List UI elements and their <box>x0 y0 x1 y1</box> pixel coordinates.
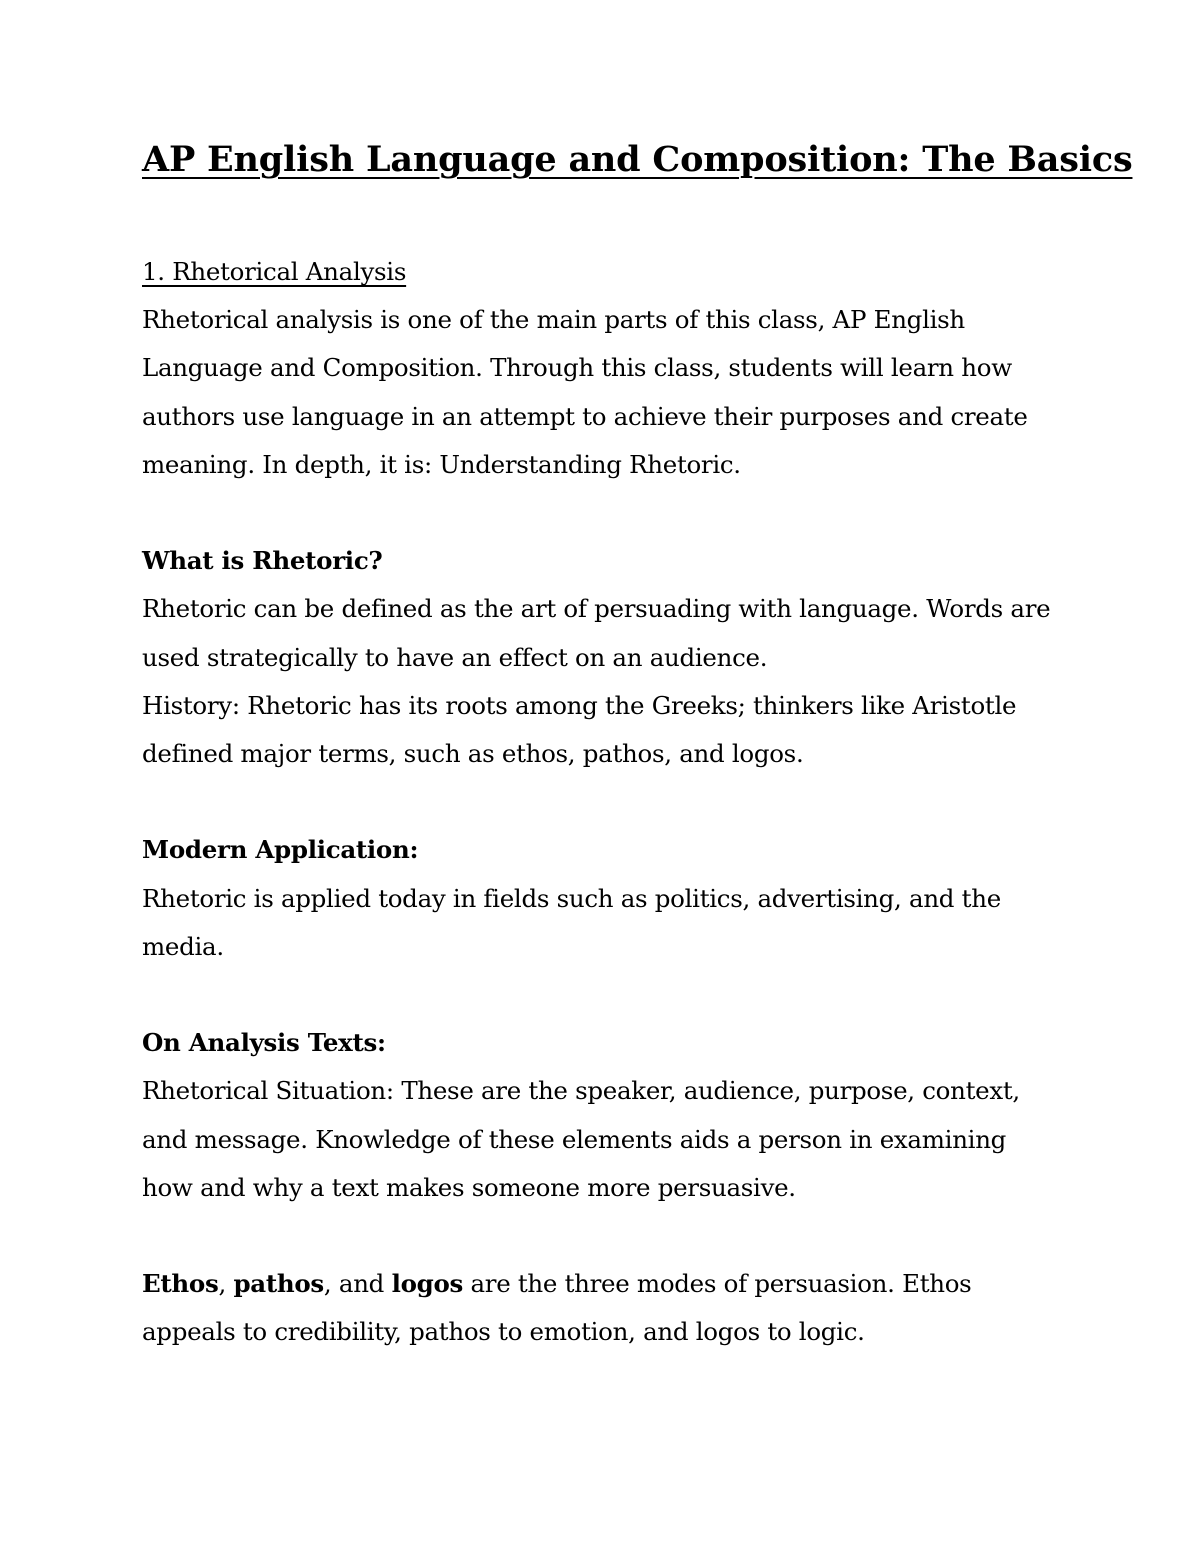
spacer <box>142 778 1062 826</box>
document-body <box>142 248 1062 1357</box>
paragraph-modes-of-persuasion <box>142 1260 1062 1356</box>
paragraph-rhetoric-definition: Rhetoric can be defined as the art of persuading with language. Words are used strategically to have an effect on an audience. <box>142 594 1051 672</box>
paragraph-rhetorical-analysis: Rhetorical analysis is one of the main parts of this class, AP English Language and Composition. Through this class, students will learn how authors use language in an attempt to achieve their purposes and create meaning. In depth, it is: Understanding Rhetoric. <box>142 305 1028 479</box>
spacer <box>142 971 1062 1019</box>
term-ethos: Ethos <box>142 1269 219 1299</box>
paragraph-rhetoric-history: History: Rhetoric has its roots among the Greeks; thinkers like Aristotle defined major terms, such as ethos, pathos, and logos. <box>142 690 1017 769</box>
term-logos: logos <box>391 1269 463 1299</box>
term-pathos: pathos <box>233 1269 324 1299</box>
page-title: AP English Language and Composition: The Basics <box>142 139 1133 180</box>
section-heading-analysis-texts: On Analysis Texts: <box>142 1028 386 1058</box>
modes-description: are the three modes of persuasion. Ethos appeals to credibility, pathos to emotion, and logos to logic. <box>142 1269 972 1347</box>
spacer <box>142 1212 1062 1260</box>
section-heading-what-is-rhetoric: What is Rhetoric? <box>142 546 383 576</box>
section-heading-modern-application: Modern Application: <box>142 835 419 865</box>
separator: , and <box>323 1269 392 1299</box>
section-heading-rhetorical-analysis: 1. Rhetorical Analysis <box>142 257 407 286</box>
paragraph-modern-application: Rhetoric is applied today in fields such as politics, advertising, and the media. <box>142 883 1001 961</box>
separator: , <box>218 1269 234 1299</box>
paragraph-rhetorical-situation: Rhetorical Situation: These are the speaker, audience, purpose, context, and message. Knowledge of these elements aids a person in examining how and why a text makes someone more persuasive. <box>142 1076 1020 1202</box>
spacer <box>142 489 1062 537</box>
